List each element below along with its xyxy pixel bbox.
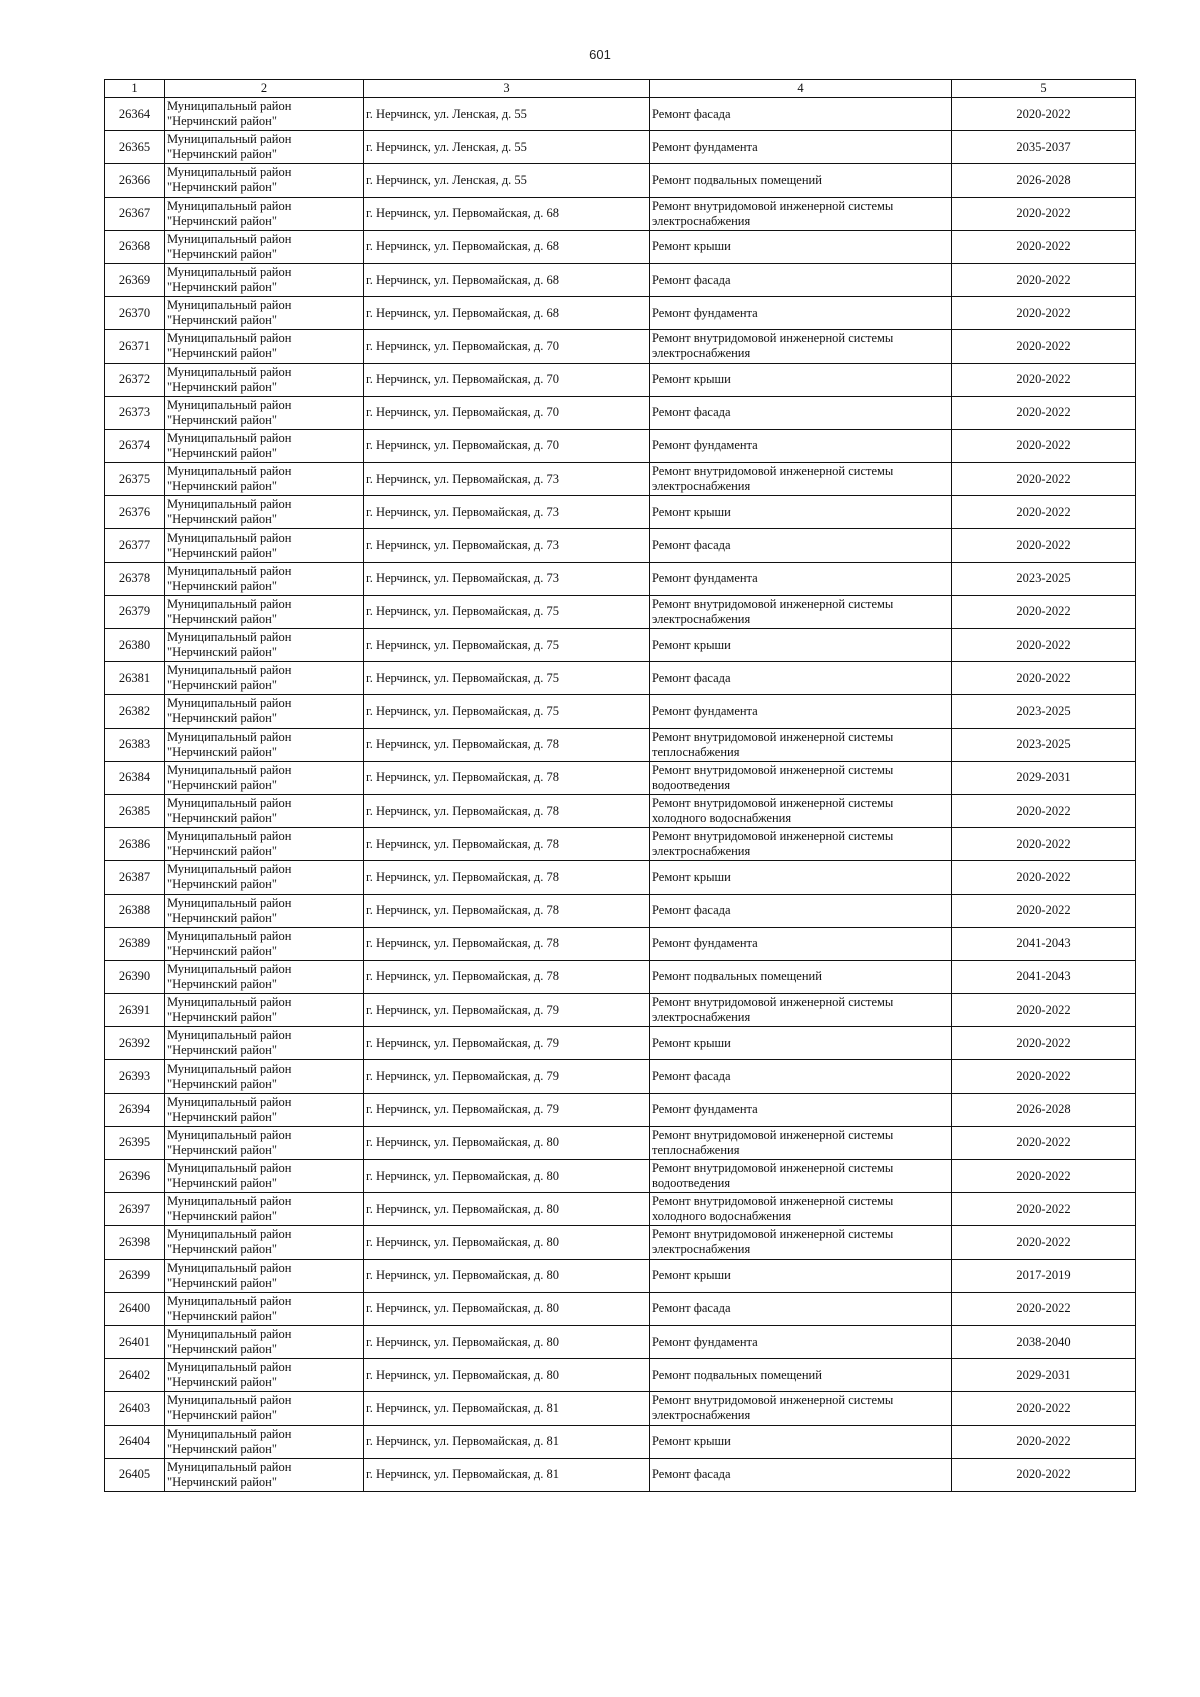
table-row: [105, 1226, 1136, 1259]
work-type-cell: Ремонт крыши: [650, 230, 952, 263]
work-type-cell: Ремонт подвальных помещений: [650, 960, 952, 993]
table-row: [105, 1359, 1136, 1392]
municipality-cell: Муниципальный район "Нерчинский район": [165, 297, 364, 330]
row-number-cell: 26387: [105, 861, 165, 894]
address-cell: г. Нерчинск, ул. Первомайская, д. 68: [364, 263, 650, 296]
address-cell: г. Нерчинск, ул. Первомайская, д. 70: [364, 330, 650, 363]
row-number-cell: 26386: [105, 828, 165, 861]
period-cell: 2020-2022: [952, 629, 1136, 662]
period-cell: 2020-2022: [952, 1458, 1136, 1491]
row-number-cell: 26401: [105, 1325, 165, 1358]
work-type-cell: Ремонт внутридомовой инженерной системы электроснабжения: [650, 1226, 952, 1259]
address-cell: г. Нерчинск, ул. Первомайская, д. 80: [364, 1292, 650, 1325]
address-cell: г. Нерчинск, ул. Первомайская, д. 81: [364, 1425, 650, 1458]
municipality-cell: Муниципальный район "Нерчинский район": [165, 794, 364, 827]
row-number-cell: 26365: [105, 131, 165, 164]
table-row: [105, 297, 1136, 330]
row-number-cell: 26395: [105, 1126, 165, 1159]
row-number-cell: 26400: [105, 1292, 165, 1325]
work-type-cell: Ремонт фундамента: [650, 297, 952, 330]
page-number: 601: [589, 47, 611, 62]
municipality-cell: Муниципальный район "Нерчинский район": [165, 230, 364, 263]
period-cell: 2020-2022: [952, 197, 1136, 230]
period-cell: 2020-2022: [952, 297, 1136, 330]
municipality-cell: Муниципальный район "Нерчинский район": [165, 994, 364, 1027]
row-number-cell: 26374: [105, 429, 165, 462]
row-number-cell: 26375: [105, 463, 165, 496]
period-cell: 2020-2022: [952, 1027, 1136, 1060]
period-cell: 2023-2025: [952, 562, 1136, 595]
address-cell: г. Нерчинск, ул. Первомайская, д. 80: [364, 1193, 650, 1226]
period-cell: 2020-2022: [952, 529, 1136, 562]
row-number-cell: 26390: [105, 960, 165, 993]
table-row: [105, 1060, 1136, 1093]
row-number-cell: 26372: [105, 363, 165, 396]
work-type-cell: Ремонт крыши: [650, 629, 952, 662]
table-row: [105, 396, 1136, 429]
table-row: [105, 98, 1136, 131]
period-cell: 2020-2022: [952, 230, 1136, 263]
municipality-cell: Муниципальный район "Нерчинский район": [165, 1027, 364, 1060]
municipality-cell: Муниципальный район "Нерчинский район": [165, 1126, 364, 1159]
work-type-cell: Ремонт фундамента: [650, 927, 952, 960]
table-row: [105, 463, 1136, 496]
row-number-cell: 26382: [105, 695, 165, 728]
municipality-cell: Муниципальный район "Нерчинский район": [165, 529, 364, 562]
address-cell: г. Нерчинск, ул. Первомайская, д. 75: [364, 595, 650, 628]
table-row: [105, 1027, 1136, 1060]
period-cell: 2020-2022: [952, 496, 1136, 529]
table-row: [105, 695, 1136, 728]
row-number-cell: 26377: [105, 529, 165, 562]
table-row: [105, 662, 1136, 695]
period-cell: 2017-2019: [952, 1259, 1136, 1292]
work-type-cell: Ремонт крыши: [650, 1259, 952, 1292]
address-cell: г. Нерчинск, ул. Первомайская, д. 80: [364, 1259, 650, 1292]
address-cell: г. Нерчинск, ул. Ленская, д. 55: [364, 98, 650, 131]
municipality-cell: Муниципальный район "Нерчинский район": [165, 1458, 364, 1491]
period-cell: 2020-2022: [952, 363, 1136, 396]
municipality-cell: Муниципальный район "Нерчинский район": [165, 1259, 364, 1292]
work-type-cell: Ремонт крыши: [650, 1425, 952, 1458]
row-number-cell: 26379: [105, 595, 165, 628]
municipality-cell: Муниципальный район "Нерчинский район": [165, 828, 364, 861]
table-row: [105, 1160, 1136, 1193]
table-row: [105, 927, 1136, 960]
work-type-cell: Ремонт крыши: [650, 363, 952, 396]
municipality-cell: Муниципальный район "Нерчинский район": [165, 463, 364, 496]
municipality-cell: Муниципальный район "Нерчинский район": [165, 330, 364, 363]
period-cell: 2026-2028: [952, 164, 1136, 197]
work-type-cell: Ремонт внутридомовой инженерной системы водоотведения: [650, 761, 952, 794]
municipality-cell: Муниципальный район "Нерчинский район": [165, 1226, 364, 1259]
work-type-cell: Ремонт подвальных помещений: [650, 1359, 952, 1392]
table-row: [105, 263, 1136, 296]
work-type-cell: Ремонт внутридомовой инженерной системы электроснабжения: [650, 330, 952, 363]
table-row: [105, 629, 1136, 662]
work-type-cell: Ремонт крыши: [650, 861, 952, 894]
table-row: [105, 761, 1136, 794]
period-cell: 2020-2022: [952, 1392, 1136, 1425]
work-type-cell: Ремонт внутридомовой инженерной системы холодного водоснабжения: [650, 794, 952, 827]
work-type-cell: Ремонт фасада: [650, 1458, 952, 1491]
period-cell: 2020-2022: [952, 330, 1136, 363]
header-row: [105, 80, 1136, 98]
row-number-cell: 26373: [105, 396, 165, 429]
address-cell: г. Нерчинск, ул. Первомайская, д. 80: [364, 1325, 650, 1358]
table-row: [105, 828, 1136, 861]
table-row: [105, 794, 1136, 827]
address-cell: г. Нерчинск, ул. Первомайская, д. 79: [364, 994, 650, 1027]
period-cell: 2023-2025: [952, 728, 1136, 761]
work-type-cell: Ремонт внутридомовой инженерной системы электроснабжения: [650, 994, 952, 1027]
row-number-cell: 26385: [105, 794, 165, 827]
table-row: [105, 1193, 1136, 1226]
address-cell: г. Нерчинск, ул. Первомайская, д. 78: [364, 894, 650, 927]
table-row: [105, 1292, 1136, 1325]
table-body: [105, 98, 1136, 1492]
municipality-cell: Муниципальный район "Нерчинский район": [165, 1425, 364, 1458]
municipality-cell: Муниципальный район "Нерчинский район": [165, 363, 364, 396]
address-cell: г. Нерчинск, ул. Ленская, д. 55: [364, 131, 650, 164]
work-type-cell: Ремонт фундамента: [650, 1325, 952, 1358]
address-cell: г. Нерчинск, ул. Первомайская, д. 78: [364, 960, 650, 993]
period-cell: 2020-2022: [952, 429, 1136, 462]
column-header-5: 5: [952, 80, 1136, 98]
municipality-cell: Муниципальный район "Нерчинский район": [165, 894, 364, 927]
period-cell: 2020-2022: [952, 1425, 1136, 1458]
period-cell: 2020-2022: [952, 1292, 1136, 1325]
row-number-cell: 26402: [105, 1359, 165, 1392]
row-number-cell: 26405: [105, 1458, 165, 1491]
municipality-cell: Муниципальный район "Нерчинский район": [165, 1060, 364, 1093]
work-type-cell: Ремонт внутридомовой инженерной системы водоотведения: [650, 1160, 952, 1193]
address-cell: г. Нерчинск, ул. Первомайская, д. 79: [364, 1060, 650, 1093]
row-number-cell: 26399: [105, 1259, 165, 1292]
period-cell: 2020-2022: [952, 595, 1136, 628]
municipality-cell: Муниципальный район "Нерчинский район": [165, 164, 364, 197]
address-cell: г. Нерчинск, ул. Первомайская, д. 68: [364, 197, 650, 230]
period-cell: 2020-2022: [952, 894, 1136, 927]
row-number-cell: 26398: [105, 1226, 165, 1259]
table-row: [105, 330, 1136, 363]
work-type-cell: Ремонт внутридомовой инженерной системы электроснабжения: [650, 828, 952, 861]
work-type-cell: Ремонт внутридомовой инженерной системы электроснабжения: [650, 595, 952, 628]
table-row: [105, 894, 1136, 927]
municipality-cell: Муниципальный район "Нерчинский район": [165, 1325, 364, 1358]
municipality-cell: Муниципальный район "Нерчинский район": [165, 496, 364, 529]
period-cell: 2029-2031: [952, 1359, 1136, 1392]
municipality-cell: Муниципальный район "Нерчинский район": [165, 662, 364, 695]
municipality-cell: Муниципальный район "Нерчинский район": [165, 1093, 364, 1126]
municipality-cell: Муниципальный район "Нерчинский район": [165, 197, 364, 230]
work-type-cell: Ремонт внутридомовой инженерной системы теплоснабжения: [650, 1126, 952, 1159]
period-cell: 2020-2022: [952, 662, 1136, 695]
address-cell: г. Нерчинск, ул. Первомайская, д. 81: [364, 1392, 650, 1425]
period-cell: 2020-2022: [952, 994, 1136, 1027]
table-row: [105, 1259, 1136, 1292]
row-number-cell: 26391: [105, 994, 165, 1027]
address-cell: г. Нерчинск, ул. Первомайская, д. 75: [364, 695, 650, 728]
work-type-cell: Ремонт внутридомовой инженерной системы холодного водоснабжения: [650, 1193, 952, 1226]
address-cell: г. Нерчинск, ул. Первомайская, д. 73: [364, 496, 650, 529]
table-row: [105, 595, 1136, 628]
work-type-cell: Ремонт фасада: [650, 529, 952, 562]
address-cell: г. Нерчинск, ул. Первомайская, д. 68: [364, 297, 650, 330]
table-row: [105, 1392, 1136, 1425]
period-cell: 2020-2022: [952, 1193, 1136, 1226]
address-cell: г. Нерчинск, ул. Ленская, д. 55: [364, 164, 650, 197]
period-cell: 2020-2022: [952, 463, 1136, 496]
work-type-cell: Ремонт фасада: [650, 1060, 952, 1093]
table-row: [105, 363, 1136, 396]
row-number-cell: 26403: [105, 1392, 165, 1425]
municipality-cell: Муниципальный район "Нерчинский район": [165, 1160, 364, 1193]
municipality-cell: Муниципальный район "Нерчинский район": [165, 861, 364, 894]
row-number-cell: 26376: [105, 496, 165, 529]
address-cell: г. Нерчинск, ул. Первомайская, д. 80: [364, 1160, 650, 1193]
row-number-cell: 26371: [105, 330, 165, 363]
address-cell: г. Нерчинск, ул. Первомайская, д. 75: [364, 662, 650, 695]
column-header-2: 2: [165, 80, 364, 98]
period-cell: 2020-2022: [952, 1160, 1136, 1193]
table-row: [105, 1093, 1136, 1126]
period-cell: 2035-2037: [952, 131, 1136, 164]
municipality-cell: Муниципальный район "Нерчинский район": [165, 1292, 364, 1325]
period-cell: 2020-2022: [952, 98, 1136, 131]
table-row: [105, 994, 1136, 1027]
address-cell: г. Нерчинск, ул. Первомайская, д. 80: [364, 1226, 650, 1259]
table-row: [105, 562, 1136, 595]
address-cell: г. Нерчинск, ул. Первомайская, д. 78: [364, 794, 650, 827]
municipality-cell: Муниципальный район "Нерчинский район": [165, 429, 364, 462]
row-number-cell: 26396: [105, 1160, 165, 1193]
work-type-cell: Ремонт фундамента: [650, 429, 952, 462]
row-number-cell: 26368: [105, 230, 165, 263]
period-cell: 2020-2022: [952, 828, 1136, 861]
address-cell: г. Нерчинск, ул. Первомайская, д. 73: [364, 529, 650, 562]
address-cell: г. Нерчинск, ул. Первомайская, д. 78: [364, 861, 650, 894]
address-cell: г. Нерчинск, ул. Первомайская, д. 78: [364, 828, 650, 861]
row-number-cell: 26404: [105, 1425, 165, 1458]
address-cell: г. Нерчинск, ул. Первомайская, д. 79: [364, 1027, 650, 1060]
row-number-cell: 26384: [105, 761, 165, 794]
row-number-cell: 26369: [105, 263, 165, 296]
table-row: [105, 1458, 1136, 1491]
work-type-cell: Ремонт фасада: [650, 1292, 952, 1325]
work-type-cell: Ремонт подвальных помещений: [650, 164, 952, 197]
table-row: [105, 728, 1136, 761]
column-header-1: 1: [105, 80, 165, 98]
work-type-cell: Ремонт фасада: [650, 263, 952, 296]
work-type-cell: Ремонт фундамента: [650, 131, 952, 164]
address-cell: г. Нерчинск, ул. Первомайская, д. 70: [364, 429, 650, 462]
column-header-3: 3: [364, 80, 650, 98]
municipality-cell: Муниципальный район "Нерчинский район": [165, 1193, 364, 1226]
municipality-cell: Муниципальный район "Нерчинский район": [165, 595, 364, 628]
address-cell: г. Нерчинск, ул. Первомайская, д. 80: [364, 1126, 650, 1159]
period-cell: 2020-2022: [952, 794, 1136, 827]
table-row: [105, 429, 1136, 462]
table-row: [105, 1425, 1136, 1458]
table-row: [105, 960, 1136, 993]
municipality-cell: Муниципальный район "Нерчинский район": [165, 98, 364, 131]
municipality-cell: Муниципальный район "Нерчинский район": [165, 927, 364, 960]
period-cell: 2020-2022: [952, 861, 1136, 894]
municipality-cell: Муниципальный район "Нерчинский район": [165, 131, 364, 164]
row-number-cell: 26381: [105, 662, 165, 695]
municipality-cell: Муниципальный район "Нерчинский район": [165, 761, 364, 794]
municipality-cell: Муниципальный район "Нерчинский район": [165, 562, 364, 595]
municipality-cell: Муниципальный район "Нерчинский район": [165, 960, 364, 993]
table-row: [105, 230, 1136, 263]
table-row: [105, 197, 1136, 230]
table-header: [105, 80, 1136, 98]
period-cell: 2020-2022: [952, 1060, 1136, 1093]
period-cell: 2020-2022: [952, 1226, 1136, 1259]
row-number-cell: 26380: [105, 629, 165, 662]
column-header-4: 4: [650, 80, 952, 98]
period-cell: 2026-2028: [952, 1093, 1136, 1126]
row-number-cell: 26392: [105, 1027, 165, 1060]
table-row: [105, 529, 1136, 562]
row-number-cell: 26394: [105, 1093, 165, 1126]
address-cell: г. Нерчинск, ул. Первомайская, д. 79: [364, 1093, 650, 1126]
work-type-cell: Ремонт фасада: [650, 98, 952, 131]
address-cell: г. Нерчинск, ул. Первомайская, д. 68: [364, 230, 650, 263]
address-cell: г. Нерчинск, ул. Первомайская, д. 70: [364, 396, 650, 429]
row-number-cell: 26366: [105, 164, 165, 197]
row-number-cell: 26383: [105, 728, 165, 761]
address-cell: г. Нерчинск, ул. Первомайская, д. 81: [364, 1458, 650, 1491]
work-type-cell: Ремонт фундамента: [650, 695, 952, 728]
address-cell: г. Нерчинск, ул. Первомайская, д. 73: [364, 463, 650, 496]
work-type-cell: Ремонт фасада: [650, 894, 952, 927]
period-cell: 2029-2031: [952, 761, 1136, 794]
municipality-cell: Муниципальный район "Нерчинский район": [165, 396, 364, 429]
period-cell: 2020-2022: [952, 396, 1136, 429]
period-cell: 2041-2043: [952, 927, 1136, 960]
row-number-cell: 26389: [105, 927, 165, 960]
work-type-cell: Ремонт крыши: [650, 1027, 952, 1060]
work-type-cell: Ремонт фасада: [650, 396, 952, 429]
municipality-cell: Муниципальный район "Нерчинский район": [165, 1359, 364, 1392]
table-row: [105, 1126, 1136, 1159]
table-row: [105, 861, 1136, 894]
work-type-cell: Ремонт фундамента: [650, 562, 952, 595]
municipality-cell: Муниципальный район "Нерчинский район": [165, 695, 364, 728]
work-type-cell: Ремонт внутридомовой инженерной системы теплоснабжения: [650, 728, 952, 761]
work-type-cell: Ремонт фасада: [650, 662, 952, 695]
address-cell: г. Нерчинск, ул. Первомайская, д. 73: [364, 562, 650, 595]
row-number-cell: 26367: [105, 197, 165, 230]
period-cell: 2020-2022: [952, 263, 1136, 296]
period-cell: 2023-2025: [952, 695, 1136, 728]
work-type-cell: Ремонт крыши: [650, 496, 952, 529]
row-number-cell: 26393: [105, 1060, 165, 1093]
table-row: [105, 496, 1136, 529]
row-number-cell: 26397: [105, 1193, 165, 1226]
address-cell: г. Нерчинск, ул. Первомайская, д. 80: [364, 1359, 650, 1392]
municipality-cell: Муниципальный район "Нерчинский район": [165, 263, 364, 296]
address-cell: г. Нерчинск, ул. Первомайская, д. 78: [364, 761, 650, 794]
work-type-cell: Ремонт фундамента: [650, 1093, 952, 1126]
row-number-cell: 26378: [105, 562, 165, 595]
period-cell: 2020-2022: [952, 1126, 1136, 1159]
work-type-cell: Ремонт внутридомовой инженерной системы электроснабжения: [650, 197, 952, 230]
address-cell: г. Нерчинск, ул. Первомайская, д. 78: [364, 927, 650, 960]
row-number-cell: 26364: [105, 98, 165, 131]
repair-schedule-table: [104, 79, 1136, 1492]
work-type-cell: Ремонт внутридомовой инженерной системы электроснабжения: [650, 463, 952, 496]
row-number-cell: 26370: [105, 297, 165, 330]
work-type-cell: Ремонт внутридомовой инженерной системы электроснабжения: [650, 1392, 952, 1425]
table-row: [105, 131, 1136, 164]
municipality-cell: Муниципальный район "Нерчинский район": [165, 728, 364, 761]
period-cell: 2041-2043: [952, 960, 1136, 993]
table-row: [105, 164, 1136, 197]
table-row: [105, 1325, 1136, 1358]
address-cell: г. Нерчинск, ул. Первомайская, д. 78: [364, 728, 650, 761]
period-cell: 2038-2040: [952, 1325, 1136, 1358]
row-number-cell: 26388: [105, 894, 165, 927]
municipality-cell: Муниципальный район "Нерчинский район": [165, 1392, 364, 1425]
address-cell: г. Нерчинск, ул. Первомайская, д. 75: [364, 629, 650, 662]
municipality-cell: Муниципальный район "Нерчинский район": [165, 629, 364, 662]
address-cell: г. Нерчинск, ул. Первомайская, д. 70: [364, 363, 650, 396]
